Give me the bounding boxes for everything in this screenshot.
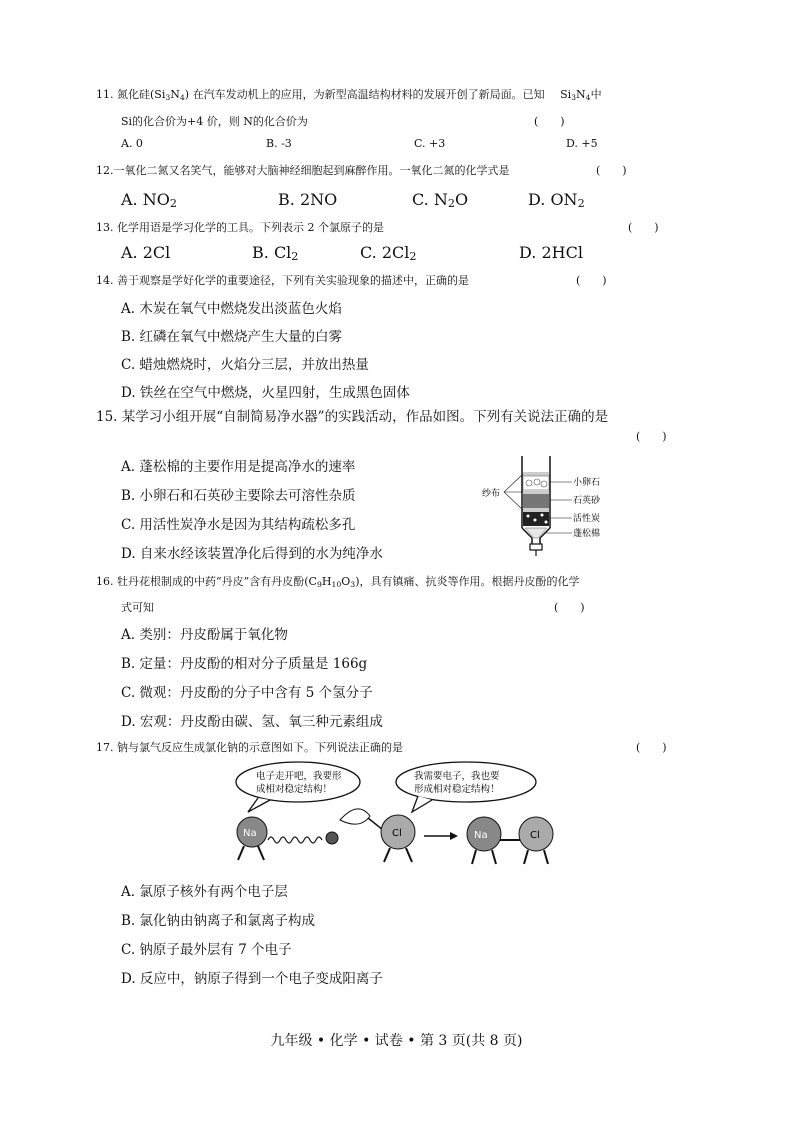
q17-option-d: D. 反应中，钠原子得到一个电子变成阳离子 <box>121 971 383 987</box>
sand-layer <box>523 494 549 508</box>
q13-option-c: C. $2Cl_2$ <box>360 243 417 263</box>
cl-atom-label: Cl <box>392 828 402 839</box>
q15-option-c: C. 用活性炭净水是因为其结构疏松多孔 <box>121 517 356 533</box>
q12-stem: 12.一氧化二氮又名笑气，能够对大脑神经细胞起到麻醉作用。一氧化二氮的化学式是 <box>96 164 510 177</box>
sodium-chlorine-figure <box>228 760 578 870</box>
q11-option-a: A. 0 <box>121 137 143 150</box>
q16-stem: 16. 牡丹花根制成的中药“丹皮”含有丹皮酚$(C_9H_{10}O_3)$，具有镇痛、抗炎等作用。根据丹皮酚的化学 <box>96 575 580 589</box>
bubble-na-line2: 成相对稳定结构！ <box>256 784 333 795</box>
q16-option-a: A. 类别：丹皮酚属于氧化物 <box>121 627 288 643</box>
q11-option-b: B. -3 <box>266 137 292 150</box>
cotton-layer <box>525 528 547 538</box>
gauze-label: 纱布 <box>482 489 501 499</box>
q15-option-a: A. 蓬松棉的主要作用是提高净水的速率 <box>121 459 356 475</box>
q16-option-b: B. 定量：丹皮酚的相对分子质量是 166g <box>121 656 368 672</box>
q13-option-b: B. $Cl_2$ <box>252 243 299 263</box>
carbon-label: 活性炭 <box>573 514 601 524</box>
q12-option-b: B. 2NO <box>278 190 338 209</box>
gauze-layer-1 <box>523 472 549 476</box>
q16-stem-line2: 式可知 <box>121 601 154 614</box>
q11-option-d: D. +5 <box>566 137 598 150</box>
q13-answer-paren: ( ) <box>628 221 659 234</box>
q13-stem: 13. 化学用语是学习化学的工具。下列表示 2 个氯原子的是 <box>96 221 384 234</box>
q14-option-b: B. 红磷在氧气中燃烧产生大量的白雾 <box>121 329 343 345</box>
page-footer: 九年级 • 化学 • 试卷 • 第 3 页(共 8 页) <box>270 1033 523 1049</box>
q13-option-d: D. 2HCl <box>519 243 583 262</box>
q12-answer-paren: ( ) <box>596 164 627 177</box>
bottle-cap <box>530 544 542 550</box>
q15-option-b: B. 小卵石和石英砂主要除去可溶性杂质 <box>121 488 356 504</box>
bubble-cl-line2: 形成相对稳定结构！ <box>414 784 500 795</box>
water-purifier-figure <box>480 452 610 562</box>
cl-ion-label: Cl <box>530 830 540 841</box>
q12-option-d: D. $ON_2$ <box>528 190 585 210</box>
bubble-na-line1: 电子走开吧，我要形 <box>256 771 342 782</box>
q11-stem-line2: Si的化合价为+4 价，则 N的化合价为 <box>121 115 308 128</box>
pebble-label: 小卵石 <box>573 478 601 488</box>
na-atom-label: Na <box>243 828 257 839</box>
spring-icon <box>268 837 322 843</box>
q17-answer-paren: ( ) <box>636 741 667 754</box>
speech-bubble-cl <box>396 762 536 802</box>
q14-answer-paren: ( ) <box>576 274 607 287</box>
net-icon <box>340 809 370 824</box>
na-ion-label: Na <box>474 830 488 841</box>
q14-stem: 14. 善于观察是学好化学的重要途径，下列有关实验现象的描述中，正确的是 <box>96 274 469 287</box>
electron-icon <box>326 832 338 844</box>
q17-option-a: A. 氯原子核外有两个电子层 <box>121 884 288 900</box>
q11-option-c: C. +3 <box>414 137 446 150</box>
q12-option-a: A. $NO_2$ <box>121 190 177 210</box>
q15-answer-paren: ( ) <box>636 430 667 443</box>
pebble-layer <box>523 476 549 490</box>
bubble-cl-line1: 我需要电子，我也要 <box>414 771 500 782</box>
gauze-layer-3 <box>523 508 549 512</box>
q14-option-a: A. 木炭在氧气中燃烧发出淡蓝色火焰 <box>121 301 342 317</box>
q17-option-b: B. 氯化钠由钠离子和氯离子构成 <box>121 913 316 929</box>
q14-option-c: C. 蜡烛燃烧时，火焰分三层，并放出热量 <box>121 357 369 373</box>
q17-stem: 17. 钠与氯气反应生成氯化钠的示意图如下。下列说法正确的是 <box>96 741 403 754</box>
gauze-layer-2 <box>523 490 549 494</box>
q16-option-c: C. 微观：丹皮酚的分子中含有 5 个氢分子 <box>121 685 373 701</box>
q12-option-c: C. $N_2O$ <box>412 190 469 210</box>
q15-option-d: D. 自来水经该装置净化后得到的水为纯净水 <box>121 546 383 562</box>
q17-option-c: C. 钠原子最外层有 7 个电子 <box>121 942 292 958</box>
q11-answer-paren: ( ) <box>534 115 565 128</box>
q16-option-d: D. 宏观：丹皮酚由碳、氢、氧三种元素组成 <box>121 714 383 730</box>
arrow-icon <box>450 832 458 840</box>
q13-option-a: A. 2Cl <box>121 243 171 262</box>
q14-option-d: D. 铁丝在空气中燃烧，火星四射，生成黑色固体 <box>121 385 410 401</box>
q15-stem: 15. 某学习小组开展“自制简易净水器”的实践活动，作品如图。下列有关说法正确的是 <box>96 409 609 425</box>
q16-answer-paren: ( ) <box>554 601 585 614</box>
speech-bubble-na <box>236 762 360 802</box>
sand-label: 石英砂 <box>573 496 601 506</box>
cotton-label: 蓬松棉 <box>573 529 601 539</box>
q11-stem: 11. 氮化硅$(Si_3N_4)$ 在汽车发动机上的应用，为新型高温结构材料的发展开创了新局面。已知 $Si_3N_4$中 <box>96 88 602 102</box>
